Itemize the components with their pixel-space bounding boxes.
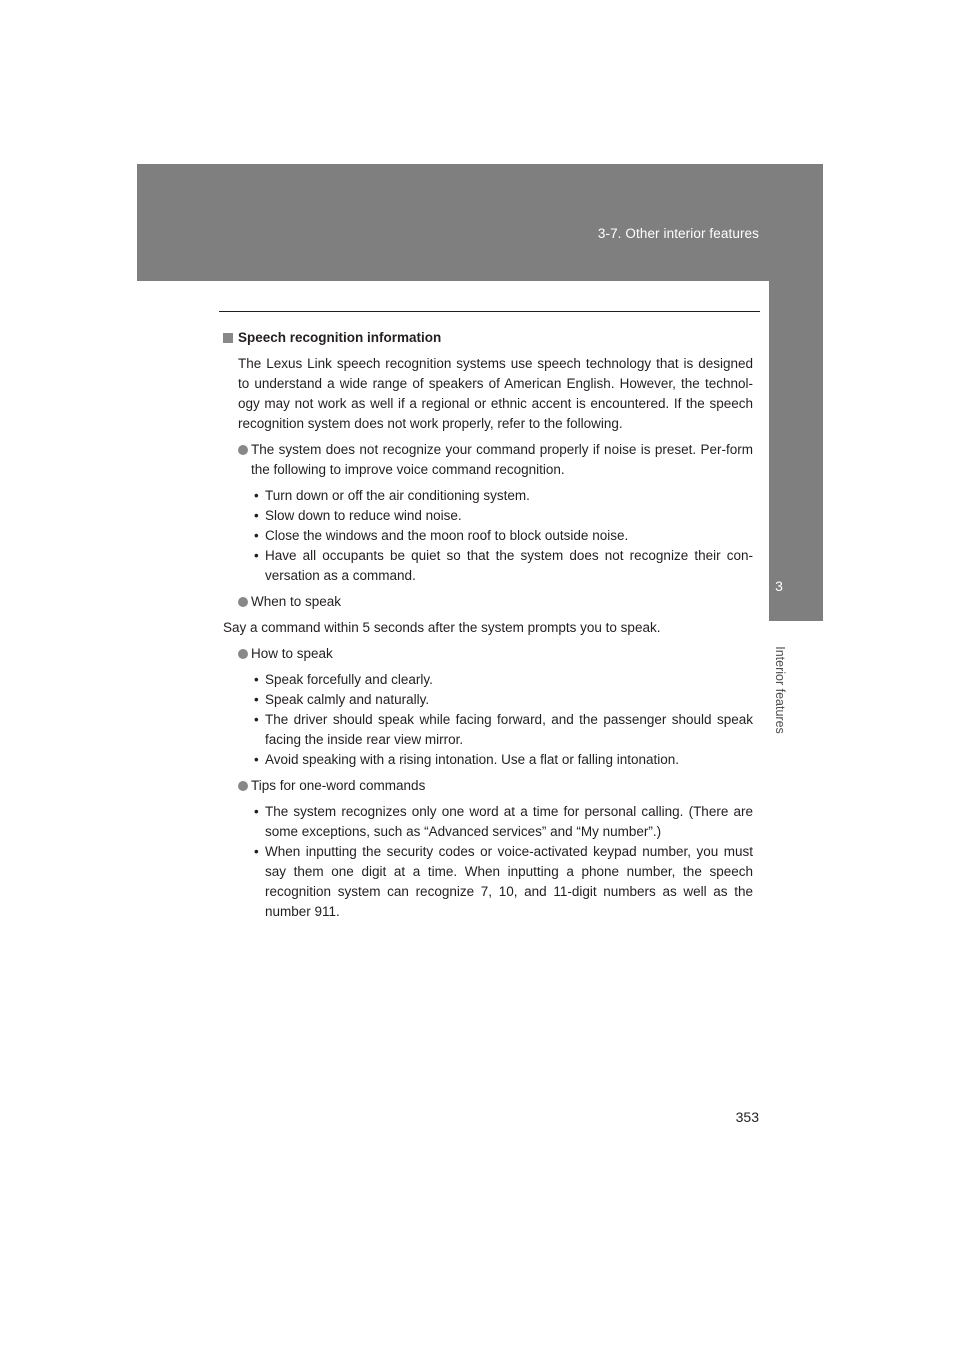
tips-title — [238, 776, 753, 796]
circle-bullet-icon — [238, 781, 248, 791]
list-item: • Slow down to reduce wind noise. — [238, 506, 753, 526]
chapter-label — [766, 640, 794, 740]
section-heading-text: Speech recognition information — [238, 330, 442, 345]
how-to-speak-title-text: How to speak — [251, 646, 333, 661]
chapter-label-text: Interior features — [773, 646, 787, 734]
noise-condition — [238, 440, 753, 480]
how-to-speak-list — [238, 670, 753, 770]
main-content — [223, 328, 753, 928]
noise-condition-text: The system does not recognize your command properly if noise is preset. Per-form the following to improve voice command recognition. — [251, 442, 753, 477]
circle-bullet-icon — [238, 445, 248, 455]
list-item: • Speak forcefully and clearly. — [238, 670, 753, 690]
noise-tips-list — [238, 486, 753, 586]
header-band — [137, 164, 823, 281]
list-item: • Speak calmly and naturally. — [238, 690, 753, 710]
list-item: • Avoid speaking with a rising intonation. Use a flat or falling intonation. — [238, 750, 753, 770]
square-bullet-icon — [223, 333, 233, 343]
section-divider — [219, 311, 760, 312]
tips-title-text: Tips for one-word commands — [251, 778, 426, 793]
circle-bullet-icon — [238, 597, 248, 607]
chapter-tab — [769, 281, 823, 621]
section-title: 3-7. Other interior features — [597, 226, 759, 241]
how-to-speak-title — [238, 644, 753, 664]
list-item: • Close the windows and the moon roof to block outside noise. — [238, 526, 753, 546]
tips-list — [238, 802, 753, 922]
list-item: • Have all occupants be quiet so that the system does not recognize their con-versation as a command. — [238, 546, 753, 586]
section-heading — [223, 328, 753, 348]
list-item: • The system recognizes only one word at a time for personal calling. (There are some exceptions, such as “Advanced services” and “My number”.) — [238, 802, 753, 842]
when-to-speak-title — [238, 592, 753, 612]
list-item: • When inputting the security codes or voice-activated keypad number, you must say them one digit at a time. When inputting a phone number, the speech recognition system can recognize 7, 10, and 11-digit numbers as well as the number 911. — [238, 842, 753, 922]
intro-paragraph: The Lexus Link speech recognition systems use speech technology that is designed to understand a wide range of speakers of American English. However, the technol-ogy may not work as well if a regional or ethnic accent is encountered. If the speech recognition system does not work properly, refer to the following. — [238, 356, 753, 431]
page-number: 353 — [735, 1109, 759, 1125]
circle-bullet-icon — [238, 649, 248, 659]
chapter-number: 3 — [775, 578, 783, 594]
when-to-speak-text: Say a command within 5 seconds after the system prompts you to speak. — [223, 620, 661, 635]
when-to-speak-title-text: When to speak — [251, 594, 342, 609]
list-item: • Turn down or off the air conditioning system. — [238, 486, 753, 506]
list-item: • The driver should speak while facing forward, and the passenger should speak facing the inside rear view mirror. — [238, 710, 753, 750]
